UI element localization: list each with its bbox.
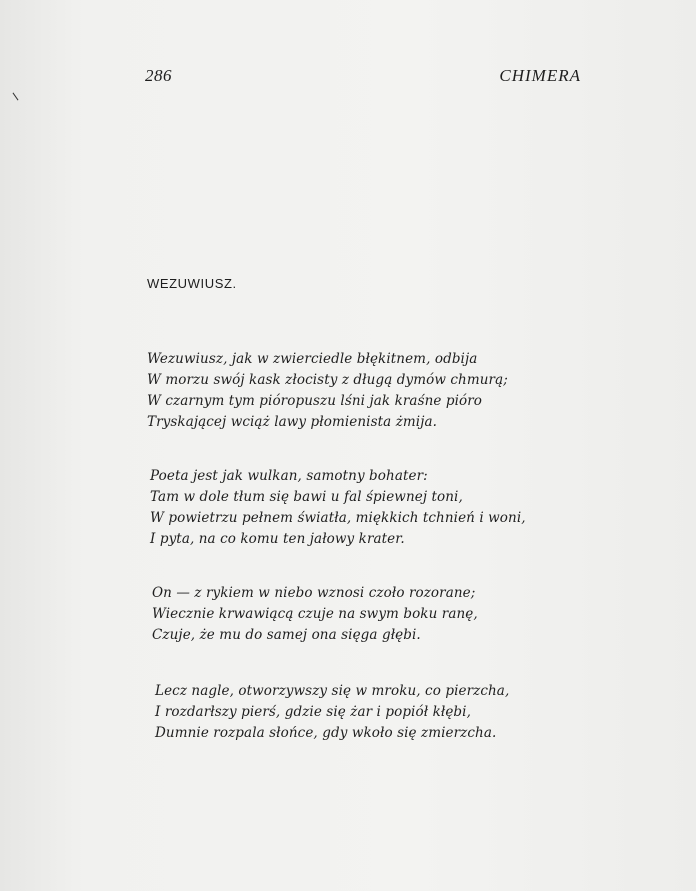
verse-line: Poeta jest jak wulkan, samotny bohater: (150, 468, 428, 484)
verse-line: W powietrzu pełnem światła, miękkich tchnień i woni, (150, 510, 526, 526)
verse-line: Wiecznie krwawiącą czuje na swym boku ranę, (152, 606, 478, 622)
verse-line: Lecz nagle, otworzywszy się w mroku, co pierzcha, (155, 683, 510, 699)
verse-line: Czuje, że mu do samej ona sięga głębi. (152, 627, 421, 643)
page-number: 286 (145, 66, 172, 85)
verse-line: I pyta, na co komu ten jałowy krater. (150, 531, 405, 547)
verse-line: W morzu swój kask złocisty z długą dymów chmurą; (147, 372, 508, 388)
stanza-1 (0, 349, 696, 433)
stanza-4 (0, 681, 696, 744)
stanza-3 (0, 583, 696, 646)
verse-line: I rozdarłszy pierś, gdzie się żar i popiół kłębi, (155, 704, 471, 720)
poem-title: WEZUWIUSZ. (147, 276, 237, 291)
stanza-2 (0, 466, 696, 550)
verse-line: W czarnym tym pióropuszu lśni jak kraśne pióro (147, 393, 483, 409)
page-speck (13, 93, 19, 101)
verse-line: Dumnie rozpala słońce, gdy wkoło się zmierzcha. (155, 725, 497, 741)
verse-line: Tam w dole tłum się bawi u fal śpiewnej toni, (150, 489, 463, 505)
verse-line: Wezuwiusz, jak w zwierciedle błękitnem, odbija (147, 351, 478, 367)
verse-line: Tryskającej wciąż lawy płomienista żmija. (147, 414, 438, 430)
verse-line: On — z rykiem w niebo wznosi czoło rozorane; (152, 585, 476, 601)
running-title: CHIMERA (499, 66, 581, 85)
